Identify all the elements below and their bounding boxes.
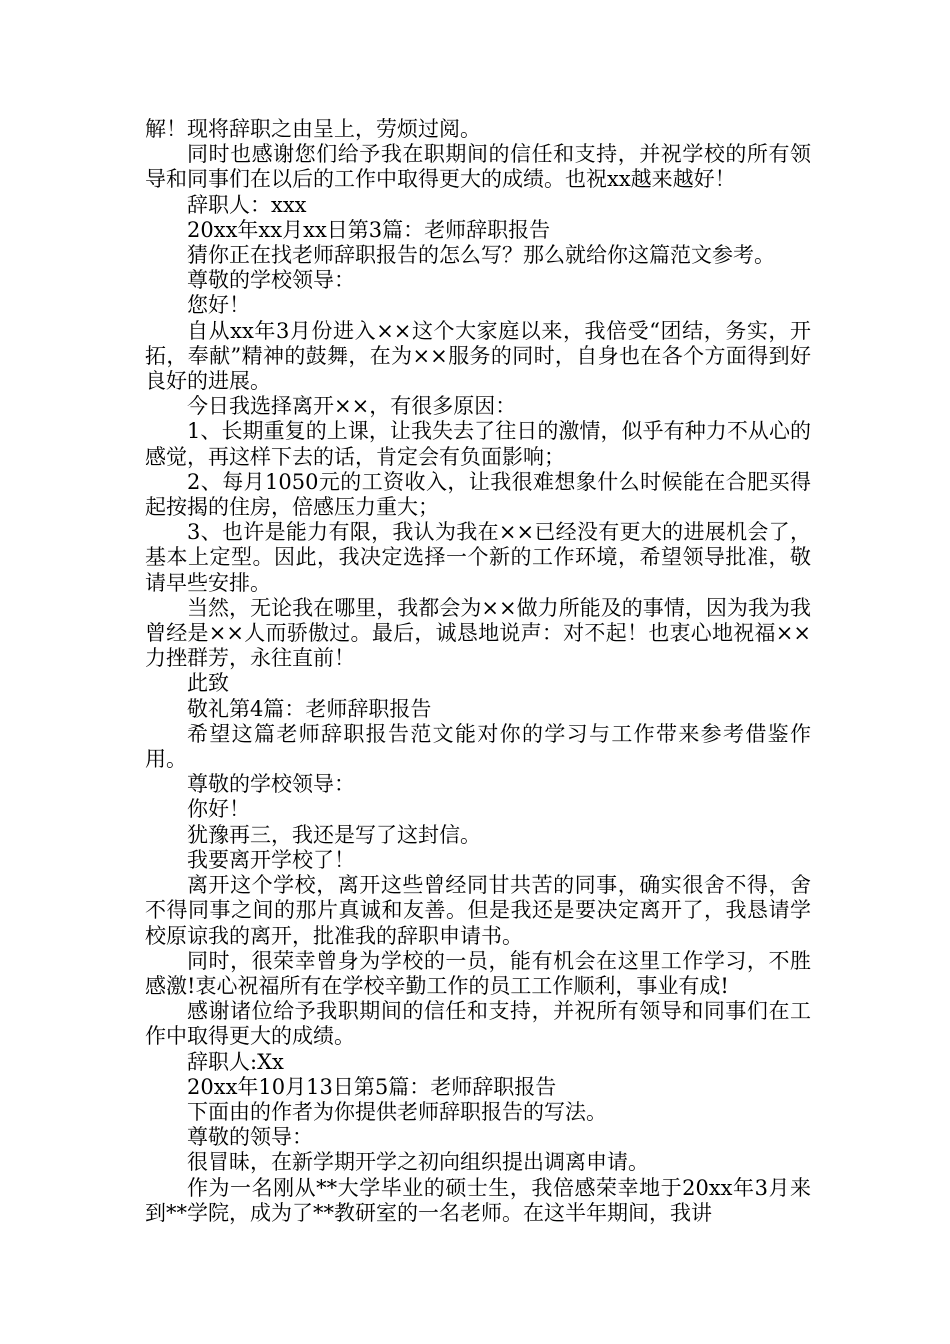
paragraph: 下面由的作者为你提供老师辞职报告的写法。 [187, 1099, 607, 1124]
paragraph: 希望这篇老师辞职报告范文能对你的学习与工作带来参考借鉴作用。 [145, 721, 811, 772]
paragraph: 犹豫再三，我还是写了这封信。 [187, 822, 481, 847]
paragraph: 作为一名刚从**大学毕业的硕士生，我倍感荣幸地于20xx年3月来到**学院，成为了**教研室的一名老师。在这半年期间，我讲 [145, 1175, 811, 1225]
paragraph: 1、长期重复的上课，让我失去了往日的激情，似乎有种力不从心的感觉，再这样下去的话，肯定会有负面影响； [145, 419, 811, 469]
paragraph: 离开这个学校，离开这些曾经同甘共苦的同事，确实很舍不得，舍不得同事之间的那片真诚和友善。但是我还是要决定离开了，我恳请学校原谅我的离开，批准我的辞职申请书。 [145, 873, 811, 948]
paragraph: 很冒昧，在新学期开学之初向组织提出调离申请。 [187, 1150, 649, 1175]
paragraph: 2、每月1050元的工资收入，让我很难想象什么时候能在合肥买得起按揭的住房，倍感压力重大； [145, 469, 811, 520]
document-body [145, 117, 811, 1226]
paragraph: 尊敬的领导： [187, 1125, 313, 1150]
paragraph: 此致 [187, 671, 229, 696]
paragraph: 尊敬的学校领导： [187, 268, 355, 293]
paragraph: 辞职人:Xx [187, 1049, 284, 1074]
paragraph: 解！现将辞职之由呈上，劳烦过阅。 [145, 117, 481, 141]
paragraph: 尊敬的学校领导： [187, 772, 355, 797]
paragraph: 你好！ [187, 797, 250, 822]
paragraph: 自从xx年3月份进入××这个大家庭以来，我倍受“团结，务实，开拓，奉献”精神的鼓舞，在为××服务的同时，自身也在各个方面得到好良好的进展。 [145, 318, 811, 394]
paragraph: 今日我选择离开××，有很多原因： [187, 394, 517, 419]
paragraph: 您好！ [187, 293, 250, 318]
paragraph: 辞职人：xxx [187, 192, 307, 217]
paragraph: 敬礼第4篇：老师辞职报告 [187, 696, 432, 721]
paragraph: 20xx年10月13日第5篇：老师辞职报告 [187, 1074, 557, 1099]
paragraph: 我要离开学校了！ [187, 847, 355, 872]
paragraph: 感谢诸位给予我职期间的信任和支持，并祝所有领导和同事们在工作中取得更大的成绩。 [145, 999, 811, 1049]
paragraph: 当然，无论我在哪里，我都会为××做力所能及的事情，因为我为我曾经是××人而骄傲过。最后，诚恳地说声：对不起！也衷心地祝福××力挫群芳，永往直前！ [145, 595, 811, 671]
paragraph: 3、也许是能力有限，我认为我在××已经没有更大的进展机会了，基本上定型。因此，我决定选择一个新的工作环境，希望领导批准，敬请早些安排。 [145, 520, 811, 595]
paragraph: 猜你正在找老师辞职报告的怎么写？那么就给你这篇范文参考。 [187, 243, 775, 268]
paragraph: 同时，很荣幸曾身为学校的一员，能有机会在这里工作学习，不胜感激!衷心祝福所有在学校辛勤工作的员工工作顺利，事业有成! [145, 948, 811, 998]
paragraph: 同时也感谢您们给予我在职期间的信任和支持，并祝学校的所有领导和同事们在以后的工作中取得更大的成绩。也祝xx越来越好！ [145, 142, 811, 192]
paragraph: 20xx年xx月xx日第3篇：老师辞职报告 [187, 217, 551, 242]
